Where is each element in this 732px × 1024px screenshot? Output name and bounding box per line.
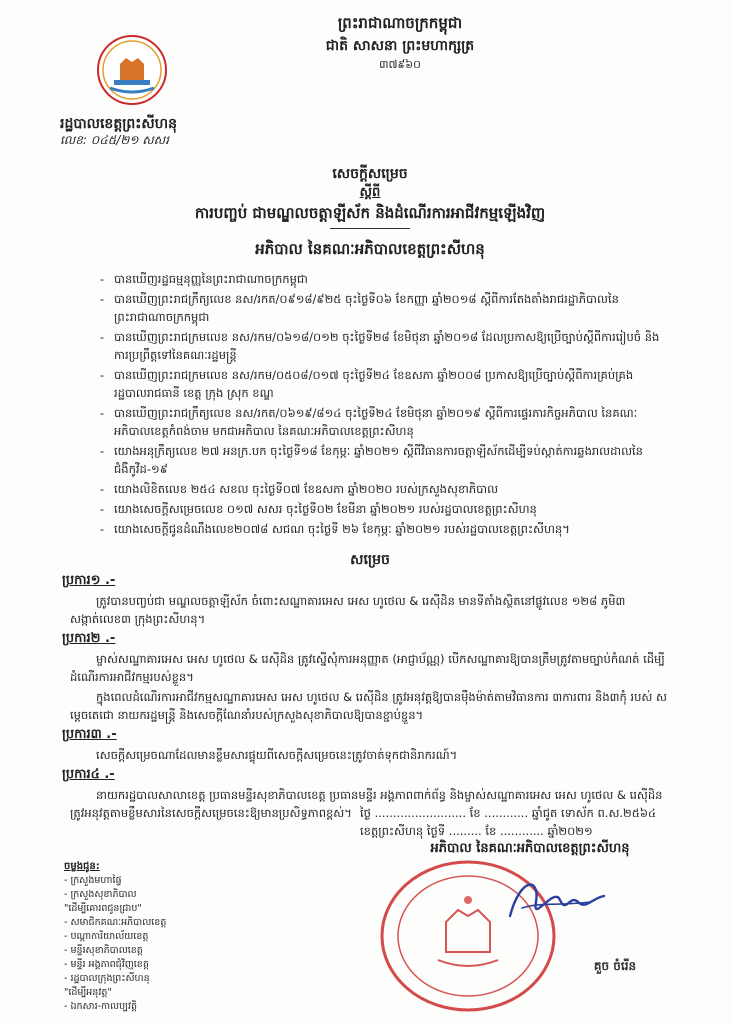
copy-to-item: - រដ្ឋបាលក្រុងព្រះសីហនុ — [64, 973, 150, 984]
reference-item: - បានឃើញព្រះរាជក្រឹត្យលេខ នស/រកត/០៩១៨/៩២៥ ចុះថ្ងៃទី០៦ ខែកញ្ញា ឆ្នាំ២០១៨ ស្តីពីការតែងតាំងរាជរដ្ឋាភិបាលនៃព្រះរាជាណាចក្រកម្ពុជា — [100, 290, 660, 326]
reference-item: - យោងលិខិតលេខ ២៥៤ សខល ចុះថ្ងៃទី០៧ ខែឧសភា ឆ្នាំ២០២០ របស់ក្រសួងសុខាភិបាល — [100, 480, 660, 498]
reference-item: - បានឃើញព្រះរាជក្រមលេខ នស/រកម/០៥០៨/០១៧ ចុះថ្ងៃទី២៤ ខែឧសភា ឆ្នាំ២០០៨ ប្រកាសឱ្យប្រើច្បាប់ស្តីពីការគ្រប់គ្រងរដ្ឋបាលរាជធានី ខេត្ត ក្រុង ស្រុក ខណ្ឌ — [100, 366, 660, 402]
lunar-date: ថ្ងៃ ......................... ខែ ............ ឆ្នាំជូត ទោស័ក ព.ស.២៥៦៤ — [360, 806, 657, 820]
motto: ជាតិ សាសនា ព្រះមហាក្សត្រ — [325, 38, 475, 54]
copy-to-item: "ដើម្បីអនុវត្ត" — [64, 987, 112, 998]
reference-item: - យោងអនុក្រឹត្យលេខ ២៧ អនក្រ.បក ចុះថ្ងៃទី១៨ ខែកុម្ភៈ ឆ្នាំ២០២១ ស្តីពីវិធានការចត្តាឡីស័កដើម្បីទប់ស្កាត់ការឆ្លងរាលដាលនៃជំងឺកូវីដ-១៩ — [100, 442, 660, 478]
document-number: លេខ: ០៤៥/២១ សសរ — [60, 133, 169, 147]
document-subject: ការបញ្ចប់ ជាមណ្ឌលចត្តាឡីស័ក និងដំណើរការអាជីវកម្មឡើងវិញ — [194, 204, 546, 222]
article-4-text: នាយករដ្ឋបាលសាលាខេត្ត ប្រធានមន្ទីរសុខាភិបាលខេត្ត ប្រធានមន្ទីរ អង្គភាពពាក់ព័ន្ធ និងម្ចាស់សណ្ឋាគារអេស អេស ហូថេល & រេស៊ីដិន ត្រូវអនុវត្តតាមខ្លឹមសារនៃសេចក្តីសម្រេចនេះឱ្យមានប្រសិទ្ធភាពខ្ពស់។ — [70, 788, 663, 820]
handwritten-signature — [500, 872, 610, 932]
decides-heading: សម្រេច — [350, 552, 390, 568]
copy-to-item: - ក្រសួងសុខាភិបាល — [64, 889, 137, 900]
document-about: ស្តីពី — [359, 185, 381, 200]
document-type: សេចក្តីសម្រេច — [332, 166, 408, 182]
copy-to-item: "ដើម្បីគោរពជូនជ្រាប" — [64, 903, 142, 914]
copy-to-item: - បណ្តាការិយាល័យខេត្ត — [64, 931, 149, 942]
reference-item: - បានឃើញរដ្ឋធម្មនុញ្ញនៃព្រះរាជាណាចក្រកម្ពុជា — [100, 270, 660, 288]
article-3-label: ប្រការ៣ .- — [62, 727, 117, 742]
article-4-label: ប្រការ៤ .- — [62, 767, 115, 782]
copy-to-list — [64, 860, 324, 1014]
copy-to-heading: ចម្លងជូន: — [64, 861, 100, 872]
reference-item: - យោងសេចក្តីសម្រេចលេខ ០១៧ សសរ ចុះថ្ងៃទី០២ ខែមីនា ឆ្នាំ២០២១ របស់រដ្ឋបាលខេត្តព្រះសីហនុ — [100, 500, 660, 518]
copy-to-item: - មន្ទីរ អង្គភាពជុំវិញខេត្ត — [64, 959, 149, 970]
references-list — [100, 270, 660, 540]
article-2-text: ម្ចាស់សណ្ឋាគារអេស អេស ហូថេល & រេស៊ីដិន ត្រូវស្នើសុំការអនុញ្ញាត (អាជ្ញាប័ណ្ណ) បើកសណ្ឋាគារឱ្យបានត្រឹមត្រូវតាមច្បាប់កំណត់ ដើម្បីដំណើរការអាជីវកម្មរបស់ខ្លួន។ — [70, 652, 665, 684]
kingdom-title: ព្រះរាជាណាចក្រកម្ពុជា — [337, 14, 463, 32]
article-1-label: ប្រការ១ .- — [62, 573, 116, 588]
authority-heading: អភិបាល នៃគណៈអភិបាលខេត្តព្រះសីហនុ — [255, 240, 485, 258]
reference-item: - បានឃើញព្រះរាជក្រឹត្យលេខ នស/រកត/០៦១៩/៨១៤ ចុះថ្ងៃទី២៤ ខែមិថុនា ឆ្នាំ២០១៩ ស្តីពីការផ្ទេរភារកិច្ចអភិបាល នៃគណៈអភិបាលខេត្តកំពង់ចាម មកជាអភិបាល នៃគណៈអភិបាលខេត្តព្រះសីហនុ — [100, 404, 660, 440]
signer-title: អភិបាល នៃគណៈអភិបាលខេត្តព្រះសីហនុ — [430, 841, 630, 856]
date-block — [360, 804, 700, 822]
ornament-line: ៣៧៩៦០ — [379, 58, 421, 71]
reference-item: - បានឃើញព្រះរាជក្រមលេខ នស/រកម/០៦១៨/០១២ ចុះថ្ងៃទី២៨ ខែមិថុនា ឆ្នាំ២០១៨ ដែលប្រកាសឱ្យប្រើច្បាប់ស្តីពីការរៀបចំ និងការប្រព្រឹត្តទៅនៃគណៈរដ្ឋមន្ត្រី — [100, 328, 660, 364]
article-2-text: ក្នុងពេលដំណើរការអាជីវកម្មសណ្ឋាគារអេស អេស ហូថេល & រេស៊ីដិន ត្រូវអនុវត្តឱ្យបានម៉ឺងម៉ាត់តាមវិធានការ ៣ការពារ និង៣កុំ របស់ សម្តេចតេជោ នាយករដ្ឋមន្ត្រី និងសេចក្តីណែនាំរបស់ក្រសួងសុខាភិបាលឱ្យបានខ្ជាប់ខ្ជួន។ — [70, 690, 667, 722]
copy-to-item: - មន្ទីរសុខាភិបាលខេត្ត — [64, 945, 143, 956]
province-emblem-logo — [96, 34, 168, 106]
copy-to-item: - ឯកសារ-កាលប្បវត្តិ — [64, 1001, 138, 1012]
solar-date: ខេត្តព្រះសីហនុ ថ្ងៃទី ......... ខែ ............ ឆ្នាំ២០២១ — [360, 824, 593, 838]
reference-item: - យោងសេចក្តីជូនដំណឹងលេខ២០៧៨ សជណ ចុះថ្ងៃទី ២៦ ខែកុម្ភៈ ឆ្នាំ២០២១ របស់រដ្ឋបាលខេត្តព្រះសីហនុ។ — [100, 520, 660, 538]
article-3-text: សេចក្តីសម្រេចណាដែលមានខ្លឹមសារផ្ទុយពីសេចក្តីសម្រេចនេះត្រូវចាត់ទុកជានិរាករណ៍។ — [96, 748, 458, 762]
issuing-authority: រដ្ឋបាលខេត្តព្រះសីហនុ — [60, 116, 177, 132]
article-2-label: ប្រការ២ .- — [62, 631, 116, 646]
article-1-text: ត្រូវបានបញ្ចប់ជា មណ្ឌលចត្តាឡីស័ក ចំពោះសណ្ឋាគារអេស អេស ហូថេល & រេស៊ីដិន មានទីតាំងស្ថិតនៅផ្លូវលេខ ១២៨ ភូមិ៣ សង្កាត់លេខ៣ ក្រុងព្រះសីហនុ។ — [70, 594, 626, 626]
copy-to-item: - សមាជិកគណៈអភិបាលខេត្ត — [64, 917, 167, 928]
title-divider — [330, 228, 410, 229]
signer-name: គួច ចំរើន — [593, 959, 637, 973]
copy-to-item: - ក្រសួងមហាផ្ទៃ — [64, 875, 122, 886]
